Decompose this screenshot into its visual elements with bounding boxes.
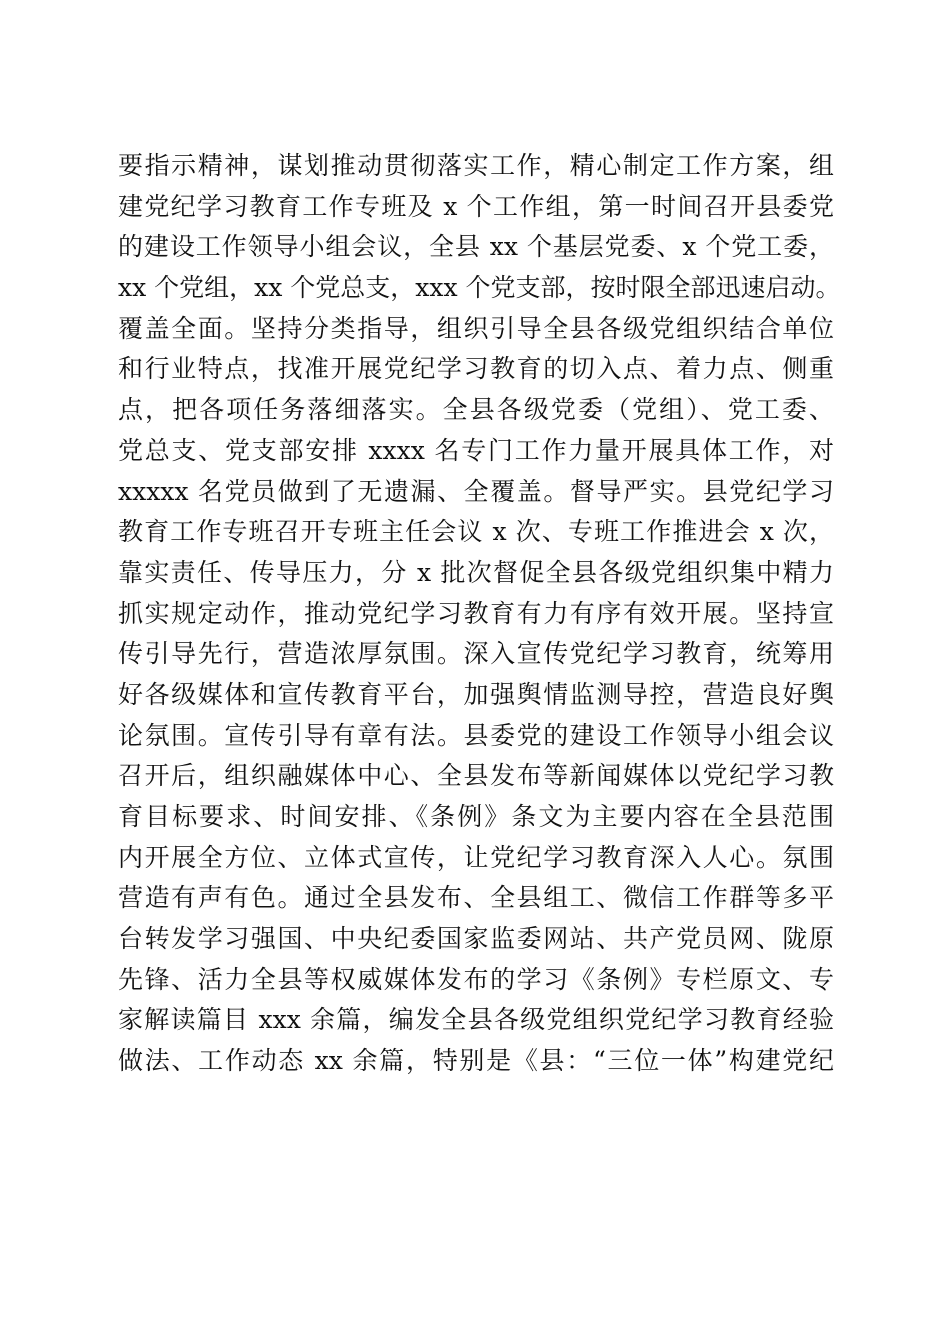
text-line: 内开展全方位、立体式宣传，让党纪学习教育深入人心。氛围 (118, 842, 834, 872)
text-line: 营造有声有色。通过全县发布、全县组工、微信工作群等多平 (118, 883, 834, 913)
text-line: 育目标要求、时间安排、《条例》条文为主要内容在全县范围 (118, 802, 834, 831)
text-line: 党总支、党支部安排 xxxx 名专门工作力量开展具体工作，对 (118, 435, 834, 465)
text-line: 召开后，组织融媒体中心、全县发布等新闻媒体以党纪学习教 (118, 761, 834, 791)
text-line: xx 个党组，xx 个党总支，xxx 个党支部，按时限全部迅速启动。 (118, 273, 841, 303)
text-line: 论氛围。宣传引导有章有法。县委党的建设工作领导小组会议 (118, 720, 834, 750)
text-line: 教育工作专班召开专班主任会议 x 次、专班工作推进会 x 次， (118, 517, 834, 547)
text-line: 传引导先行，营造浓厚氛围。深入宣传党纪学习教育，统筹用 (118, 639, 834, 669)
text-line: 台转发学习强国、中央纪委国家监委网站、共产党员网、陇原 (118, 924, 834, 954)
text-line: 好各级媒体和宣传教育平台，加强舆情监测导控，营造良好舆 (118, 679, 834, 709)
text-line: 和行业特点，找准开展党纪学习教育的切入点、着力点、侧重 (118, 354, 834, 384)
text-line: 点，把各项任务落细落实。全县各级党委（党组）、党工委、 (118, 395, 834, 425)
text-line: 先锋、活力全县等权威媒体发布的学习《条例》专栏原文、专 (118, 964, 834, 994)
body-text (118, 146, 841, 1082)
text-line: 建党纪学习教育工作专班及 x 个工作组，第一时间召开县委党 (118, 191, 834, 221)
text-line: 覆盖全面。坚持分类指导，组织引导全县各级党组织结合单位 (118, 313, 834, 343)
text-line: 要指示精神，谋划推动贯彻落实工作，精心制定工作方案，组 (118, 151, 834, 180)
text-line: 靠实责任、传导压力，分 x 批次督促全县各级党组织集中精力 (118, 557, 834, 587)
text-line: 的建设工作领导小组会议，全县 xx 个基层党委、x 个党工委， (118, 232, 834, 262)
text-line: 家解读篇目 xxx 余篇，编发全县各级党组织党纪学习教育经验 (118, 1005, 834, 1035)
text-line: 做法、工作动态 xx 余篇，特别是《县：“三位一体”构建党纪 (118, 1046, 834, 1076)
text-line: xxxxx 名党员做到了无遗漏、全覆盖。督导严实。县党纪学习 (118, 476, 834, 506)
text-line: 抓实规定动作，推动党纪学习教育有力有序有效开展。坚持宣 (118, 598, 834, 628)
